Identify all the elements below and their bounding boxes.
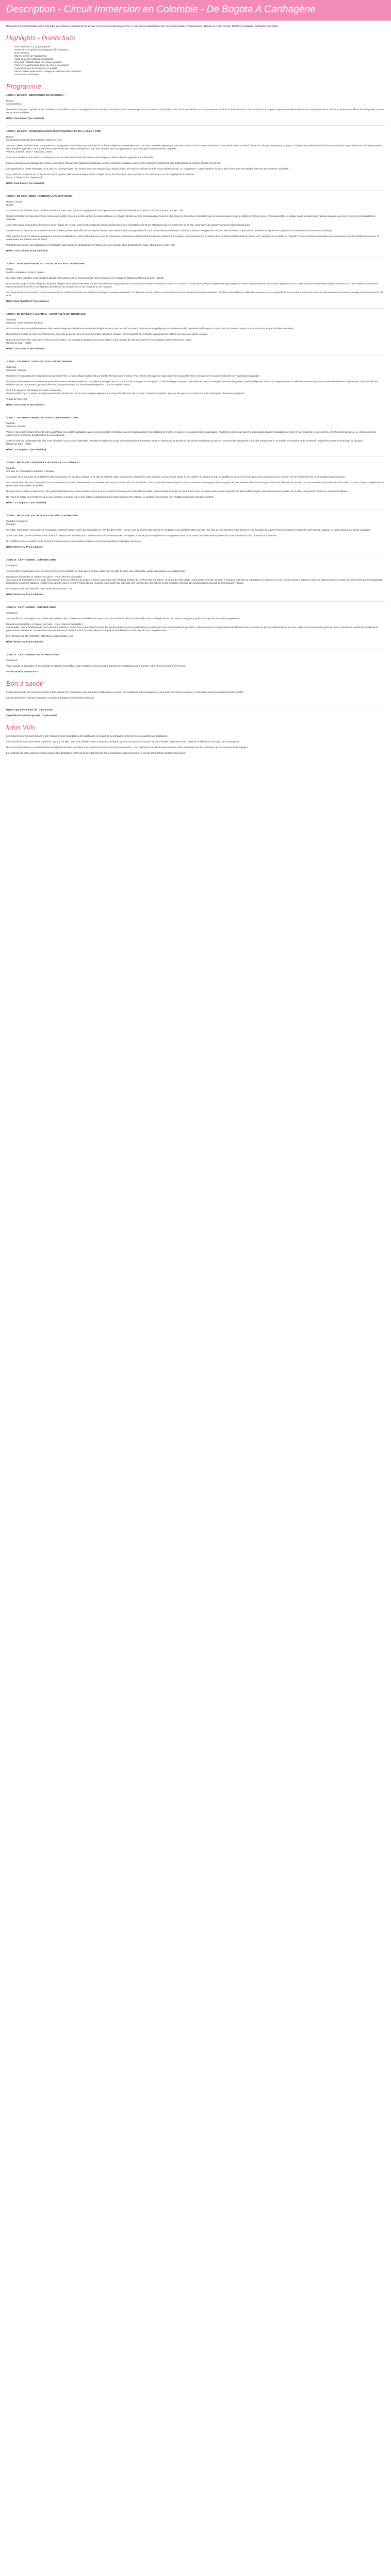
day-paragraph: Excursion en transport privé (jeep willys) jusqu'à San Felix, un petit village traditionnel qui semble être figé dans le temps. Vous allez y découvrir de l'agriculture et y la quantité est un élevage bovin local en séduiront vos magnifiques paysages. <box>6 375 260 377</box>
day-title: JOUR 2 : BOGOTA : VISITE DU MARCHÉ DE PALOQUEMAO ET DE LA VILLE À PIED <box>6 130 101 132</box>
programme-day <box>6 514 385 549</box>
day-title: JOUR 7 : SALAMINA - MEDELLIN VISITE D'UNE FERME À CAFÉ <box>6 416 78 419</box>
programme-day <box>6 606 385 643</box>
day-paragraph: Vous vous rendez ensuite dans un restaurant local pour découvrir toutes les saveurs de la région au détour de plats typiques et traditionnels. <box>6 156 154 159</box>
divider <box>6 125 385 126</box>
day-paragraph: Nous visitons ce jour, le joli village d'Ambalema, village avec maisons blanches sur les rives du fleuve Magdalena. Nous découvrons ensuite les ruines d'Armero où a eu lieu une des plus grandes tragédies du pays lorsque le volcan Nevado del Ruiz est entré en éruption et une coulée de boue a enseveli le village. Aujourd'hui on peut observer comment la nature reprend ses droits et la végétation pousse sur les vestiges de ce qui restait de la cité disparue. <box>6 282 379 288</box>
day-paragraph: De retour de toutes ces émotions, nous vous invitons, le dernier jour a vous mettre à disposition pour l'après-midi de San Antonio. Le quartier vous réserve une véritable patrimoine musical et culturel. <box>6 496 215 498</box>
programme-heading: Programme <box>6 82 41 90</box>
day-places: Bogota. La Candelaria. <box>6 99 22 105</box>
intro-text: Découvrez les incontournables de la Colombie avec d'autres compagnons de voyage ! Un circuit en petit groupe riche en expériences authentiques loin des sentiers battus. Au programme : Bogota, la région du café, Medellín et Guatapé, Carthagène des Indes. <box>6 25 279 27</box>
highlight-item: • Pêche traditionnelle dans un village de pêcheurs afro-caribéens <box>14 70 385 73</box>
day-paragraph: Prix (personne (à titre indicatif) : 85€ Durée approximative : 4h <box>6 587 72 590</box>
day-paragraph: Pour finir, déjeunez au Mirador et visitez à Salamina. Dans la vallée, il y a un projet de regroupement des palmiers de cire, il trouve un plan régénérateur. Voyez les éléments de ce projet "Adoptez un palmier" pour un des gens de ces plus sommet volcaniques récemment appréciez. <box>6 389 246 395</box>
programme-day <box>6 558 385 596</box>
day-places: Cartagena. <box>6 659 18 662</box>
infos-vols-paragraph: Nous vous proposons en complément de nos départs de Paris, des options au départ de Province (en train ou en avion). Les horaires et le mode d'acheminement seront confirmés lors de la réception de vos documents de voyages. <box>6 746 249 749</box>
day-hotel: Hôtel: Casa Deco 3* (ou similaire) <box>6 117 44 120</box>
day-places: Bogota, Honda. Honda. <box>6 200 23 206</box>
day-places: Bogota. La Candelaria, Marché Des Quinoas, Museo Del Oro. <box>6 135 63 141</box>
title-bar <box>0 0 391 21</box>
infos-vols-heading: Infos Vols <box>6 723 36 731</box>
divider <box>6 601 385 602</box>
day-places: Medellín. Comuna 13, Plaza Botero Medellín, Antioquia. <box>6 467 55 472</box>
day-title: JOUR 4 : DE HONDA À MURILLO : VISITE DU VILLAGE D'AMBALEMA <box>6 262 85 265</box>
day-places: Medellin. Salamina, Medellin. <box>6 422 27 428</box>
day-places: Murillo. Murillo, Ambalema, Armero Tragedy. <box>6 268 44 274</box>
day-title: JOUR 1 : BOGOTA : BIENVENIDOS EN COLOMBIA ! <box>6 94 64 96</box>
programme-days <box>6 94 385 673</box>
day-hotel: Hôtel: La Campana 3* (ou similaire) <box>6 448 46 451</box>
day-paragraph: Après l'excursion, notre chauffeur vous conduit à l'aéroport de Medellín pour prendre votre vol à destination de Carthagène. C'est là que votre guide accompagnateur vous dit au revoir pour vous laisser profiter en toute liberté de la cité Caraïbe et son bonheur. <box>6 534 278 537</box>
day-paragraph: Excursions disponibles (à réserver sur place – vous réservez disponible) : À Bocagrille : Pêche Traditionnelle avec guide francophone. Partez pour une expérience hors des sentiers battus pour les pescadores, à la rencontre de communautés de pêcheurs. Cette expérience vous permettra de découvrir les techniques de pêche traditionnelle et de vous mettre à la rencontre des gens de la mer. Découvrez ensuite les secrets de la gastronomie caribéenne : les habitants vous apprennent à cuisiner le fruit de votre pêche accompagné d'un délicieux riz à la noix de coco. Régalez-vous ! <box>6 623 378 632</box>
day-places: Salamina. Salamina, Hotel Termales Del Ruiz. <box>6 318 44 324</box>
day-paragraph: Vous visitez le musée de l'or où se trouve la plus grande collection d'Amérique Latine d'objets en or précolombiens, avec plus de 30 000 pièces en or et de magnifiques émeraudes. Retour à l'hôtel en fin d'après-midi. <box>6 173 196 179</box>
day-paragraph: Visite en Jeep Willys d'une ferme de café à La Palma. Une petite exploitation avec des gens simples et humbles qui ont voulu maintenir les traditions de mettre en place et les coutumes de la campagne. Pendant la visite, vous aurez la promenade dans les plantations de café et vous goûterez le café comme à l'air frais très lumineux. Le visite comprend également le processus de fabrication du café artisanal. <box>6 431 376 436</box>
divider <box>6 456 385 457</box>
highlights-list <box>6 45 385 76</box>
day-hotel: *** FIN DE NOS SERVICES *** <box>6 670 39 673</box>
bon-a-savoir-paragraph: Le déroulement de vos circuits est donné à titre indicatif. Ce programme peut subir des modifications en raison des conditions météorologiques ou tout autre cas de force majeure. L'ordre des visites peut également être modifié. <box>6 691 245 693</box>
day-places: Cartagena. <box>6 564 18 567</box>
day-paragraph: La visite est l'occasion de se promener dans les ruelles pavées de la ville, de voir le pont Navarro qui traverse le fleuve Magdalena, le tracé de l'ancienne voie ferrée, certaines maisons prestigieuses comme celle de Alfonso Lopez ancien président et également la place où fut créé l'ancien mouvement historique. <box>6 229 333 232</box>
day-paragraph: Avec notre guide, vous partez découvrir la riche histoire de Honda, ancien port de Bogota. Nous comprenons mieux l'importance du fleuve Magdalena pour le commerce de la ville, sans parler du quartier colonial le plus beau du pays. <box>6 224 251 226</box>
day-places: Salamina. Salamina, Samaria. <box>6 366 27 371</box>
content <box>0 21 391 761</box>
day-paragraph: La Candelaria, le centre historique de la ville, est un endroit plein de charme avec ses maisons aux couleurs vives, ses balcons en bois sculpté et ses palettes fleuris. Au programme : la place Bolivar, la place del Chorro avec ses artistes ainsi que ses maisons coloniales. <box>6 167 289 170</box>
day-hotel: Hôtel: Casa Colonial 3* (ou similaire) <box>6 249 48 252</box>
divider <box>6 308 385 309</box>
capacity-detail: Capacité maximum du groupe : 12 personnes <box>6 714 58 717</box>
day-paragraph: Journée libre à Carthagène pour découvrir la Perle des Caraïbes en toute liberté ou bien opter pour la visite de cette ville authentique, guide francophone (en supplément). <box>6 570 186 572</box>
day-paragraph: Après la visite de la plantation de café notre chauffeur vous conduit à Medellín. Pendant le trajet votre guide accompagnateur francophone nous en dit plus sur la deuxième cité la plus importante du pays et comment elle est passée d'une ville dangereuse à un modèle d'innovation et de modernité, aujourd'hui centre économique de la région. (Temps de trajet : 4h30) <box>6 439 364 445</box>
day-title: JOUR 9 : MEDELLIN : EXCURSION À GUATAPÉ - CARTHAGÈNE <box>6 514 78 517</box>
programme-day <box>6 130 385 185</box>
day-paragraph: Un chauffeur nous accueillit à notre arrivée à l'aéroport pour vous conduire à l'hôtel, au sein la magnifique Carthagène des Indes. <box>6 540 142 543</box>
day-hotel: Hôtel: Casa Loma 3* (ou similaire) <box>6 347 45 350</box>
programme-day <box>6 416 385 451</box>
day-paragraph: Prix (personne (à titre indicatif) : 145€ Durée approximative : 6h <box>6 635 73 637</box>
day-paragraph: Pendant l'expérience, nous dégustons un "bocadillo" plat typique du département de Tolima avec une boisson et un dessert de la région. (Temps de la visite : 3h) <box>6 244 175 246</box>
day-title: JOUR 8 : MEDELLIN : VISITE DE LA VILLE ET DE LA COMUNA 13 <box>6 461 80 464</box>
day-paragraph: Journée libre à Carthagène pour profiter des lumières des Caraïbes en toute liberté ou opter pour une activité de pêche traditionnelle dans un village afro et découvrir sa mangrove, guide francophone inclus (en supplément). <box>6 617 240 620</box>
programme-day <box>6 360 385 406</box>
highlight-item: • Immersion dans la Comuna 13 à Medellin <box>14 67 385 70</box>
day-hotel: Hôtel: Chez l'habitant 2* (ou similaire) <box>6 300 49 302</box>
divider <box>6 190 385 191</box>
day-paragraph: Vous prenprendrez ensuite les routes sinueuses de la cordillère centrale pour rejoindre le village pittoresque de Murillo. On découvre le ses maisons construites avec la technique de planches verticales colorées et les habitants coiffés de chapeaux et accompagnés de leurs mules. Le tout avec une vue imprenable sur le sommet enneigé du volcan Nevado del Ruiz. <box>6 291 383 297</box>
day-hotel: Hôtel: Monterrey 3* (ou similaire) <box>6 593 43 596</box>
highlight-item: • Marché coloré de Paloquemao <box>14 55 385 58</box>
day-paragraph: Temps de trajet : 6h <box>6 398 27 400</box>
day-paragraph: Nous faisons ensuite un arrêt aux Thermes del Ruiz afin de profiter de ses eaux thermales naturelles chaudes, et ses sentiers de montagne regorgeant de colibris aux nouveaux douze volcans. <box>6 333 208 335</box>
day-paragraph: Le quartier de la Comuna 13 de Medellín était auparavant l'un des plus violents de la ville de Medellín. Mais leurs peines, fatigués de cette situation, ont décidé de réagir, ils ont réalisé l'art comme le rap, les graffitis ou encore le break dance pour transformer leur quartier. On se mouvement est né la fondation Casa Kolacho. <box>6 476 346 478</box>
day-paragraph: L'après-midi découvrez Bogota à la manière des "rolos" (surnom des habitants de Bogota). Le tour à pied de la capitale vous emmène dans les endroits les plus authentiques et chargés d'histoire de la ville. <box>6 162 221 164</box>
day-paragraph: Ce matin notre chauffeur vous conduit à Murillo. Vous passerons un chemin par les ruines d'Armero et le village d'Ambalema. (Temps de trajet : 3h/4h) <box>6 277 164 279</box>
departure-detail: Départs garantis à partir de : 2 personnes <box>6 708 53 711</box>
highlight-item: • Visite d'une authentique finca de café et dégustation <box>14 64 385 67</box>
day-places: Cartagena. <box>6 612 18 614</box>
day-hotel: Hôtel: Casa Deco 3* (ou similaire) <box>6 182 44 184</box>
day-paragraph: Honda fut fondée au milieu du XVIème siècle pour faciliter l'accès à la côte caribéenne depuis Bogota. Le village est situé au bord du Magdalena, fleuve le plus grand de Colombie et important voie de communication jusqu'au début de XXème siècle. C'est aujourd'hui un village classé au patrimoine national du pays, avec son histoire et son architecture coloniale. <box>6 215 376 221</box>
day-title: JOUR 3 : BOGOTA HONDA : VISITE DE LA VILLE D'HONDA <box>6 195 73 197</box>
bon-a-savoir-heading: Bon à savoir <box>6 680 44 687</box>
day-hotel: Hôtel: La Campana 3* (ou similaire) <box>6 501 46 504</box>
programme-day <box>6 653 385 673</box>
day-paragraph: Le matin, départ de l'hôtel avec votre guide accompagnateur francophone pour le marché de fruits et légumes de Paloquemao. C'est une Colombie typique que vous découvrez et vous prenezment dans ce marché de vente au détail qui est l'un des plus importants du pays. Le départ des professionnels de la restauration y s'approvisionnent et il est provenant de la variation agrilcoles. Vous y trouverez toutes sortes de fruits et de légumes, dont plus certains que vous grignoterez, que vous pourrez bien entendu déguster ! Visite du marché : 1h20 ~ Transport : 40min <box>6 144 382 153</box>
day-title: JOUR 6 : SALAMINA : VISITE DE LA VALLÉE DE SAMARIA <box>6 360 72 363</box>
day-paragraph: Café expérience vit l'occasion de naviguer sur le fleuve Magdalena. Nous embarquons au port de Caracoli et débarquons à l'embouchure du fleuve Guarinó. Sur la plage, nous participons à un atelier de techniques traditionnelles de lancer de l' "atarraya" et la pêche au "cóngolo". C'est l'occasion de partager des expériences avec les pêcheurs locaux et de comprendre leur relation avec le fleuve. <box>6 235 380 241</box>
day-title: JOUR 12 : CARTHAGÈNE VOL INTERNATIONAL <box>6 653 60 656</box>
programme-day <box>6 262 385 303</box>
day-title: JOUR 11 : CARTHAGÈNE : JOURNÉE LIBRE <box>6 606 56 608</box>
highlight-item: • Demi-pension <box>14 52 385 55</box>
highlight-item: • Visite du centre historique de Bogota <box>14 58 385 61</box>
infos-vols-paragraph: La continuité de votre acheminement (jusqu'à votre destination finale est assuré directement par la compagnie aérienne même en cas de perturbations d'ordre sous retour. <box>6 752 186 754</box>
day-paragraph: Deux décennies plus tard, ce petit de rencontre d'artistes a donné une alternative aux enfants pour ne pas tomber dans la criminalité. C'est comme alternative. Aujourd'hui nous sommes accompagnés de notre guide et d'un membre de la fondation pour découvrir l'histoire du quartier, reconnu comme un des plus sûrs de la ville. La visite comprend également la promenade en escaliers de graffitis. <box>6 481 384 487</box>
highlight-item: • Petit comité de 2 à 12 participants <box>14 45 385 48</box>
programme-day <box>6 195 385 252</box>
day-paragraph: Excursions disponibles (à réserver sur place – vous réservez disponible) : Tour à pied de Carthagène avec guide francophone Suivez les traces du pirate et laissez-vous porter par l'héritage métissé de la "Perle des Caraïbes". Au cours de cette balade, votre guide vous fait remonter à l'époque coloniale de Carthagène, le long de ses rues, de ses maisons colorées et de ses places animées. Fondée au XVIe siècle par les Espagnols, Carthagène a subi les attaques répétées des pirates, dont le célèbre Francis Drake ! Laissez-vous porter par la beauté des monuments, des églises et des murailles, témoins des temps passés mais qui défient toujours l'histoire. <box>6 575 383 584</box>
day-paragraph: Nous prenons ensuite le métro avec notre guide francophone qui vous emmènera faire un tour du centre historique de la ville afin de visiter la place Botero ainsi que la place Berrío avec quelques-unes de ses sculptures les plus emblématiques. Nous terminerons la visite par la place de la Sainte Trinité au niveau de la bâtisse. <box>6 490 348 493</box>
day-title: JOUR 5 : DE MURILLO À SALAMINA : ARRÊT AUX SAUX THERMALES <box>6 313 86 315</box>
page-title: Description - Circuit Immersion en Colombie - De Bogota A Carthagène <box>6 4 316 15</box>
highlight-item: • Présence d'un guide-accompagnateur francophone <box>14 48 385 52</box>
programme-day <box>6 313 385 350</box>
infos-vols-paragraph: Les horaires de vols vous seront confirmés : pour le vol aller, lors de la réception de la convocation aéroport, pour le vol retour, en fonction de votre arrivée. Ils peuvent faire l'objet de modifications de la part des compagnies. <box>6 740 240 743</box>
bon-a-savoir-paragraph: La liste des hôtels n'est pas exhaustive, des hôtels similaires peuvent être proposés. <box>6 697 95 699</box>
day-paragraph: Nous poursuivons notre route vers notre prochaine étape. Les paysages changent pour laisser place à des champs de café qui couvrent les montagnes saltonnelles de la région. (Temps de trajet : 4h30) <box>6 338 192 344</box>
day-paragraph: Votre voyage en Colombie en petit groupe se termine aujourd'hui. Notre chauffeur vous conduit à l'aéroport de Carthagène pour prendre votre vol en direction de la France. <box>6 665 186 667</box>
programme-day <box>6 94 385 120</box>
highlight-item: • Un seul vol domestique <box>14 73 385 76</box>
day-paragraph: Nous continuons notre périple route en direction du village de Salamina en seulement éloigné le volcan encore actif et pouvoir observer sa magnifique pousse d'Hermes d'Ecosystème endémiques comme celui du Páramo, unique dans le monde ainsi que de belles cascades. <box>6 327 294 330</box>
day-title: JOUR 10 : CARTHAGÈNE : JOURNÉE LIBRE <box>6 558 56 561</box>
day-paragraph: Bienvenue à Bogota, capitale de la Colombie ! Un chauffeur et un accompagnateur francophone vous attendront à l'aéroport pour vous conduire à votre hôtel. Selon de la journée libre pour vous reposer après le vol international ou découvrir par vos propres moyens cette ville andine et vous imprégner de sa culture au simplement flâner dans le quartier colonial où se situe votre hôtel. <box>6 108 384 114</box>
day-hotel: Hôtel: Casa Loma 3* (ou similaire) <box>6 403 45 406</box>
day-paragraph: Ce matin, notre guide vous emmène à Guatapé, charmant village coloré que surplombe la « Piedra del Peñol », Lavez-vous de la plus belle vue de la montagne et du grand de 220m de haut ! Du haut de ses marches, nous découvrez un paysage de lagunes hors du commun se laquelle vous pouvez naviguer ou vous essayer aux sports nautiques. <box>6 529 371 531</box>
highlights-heading: Highlights - Points forts <box>6 34 75 42</box>
programme-day <box>6 461 385 504</box>
divider <box>6 355 385 356</box>
day-paragraph: Des personnes simples et travailleuses vous feront sentir une atmosphère de tranquillité et de repos qui, en outre, va de montagne à montagnes. La vie du village comprend une solidarité : jeep à l'usage et hectares (bergeries). Après le déjeuner, nous vous dirigeons vers la vallée de Samaria pour une promenade d'environ deux heures, dans la forêt des Palmiers de cire de Samaria, qui nous offre une vue panoramique sur l'exubérante végétation d'une incroyable beauté. <box>6 380 378 386</box>
day-hotel: Hôtel: Monterrey 3* (ou similaire) <box>6 546 43 548</box>
day-places: Medellín, Cartagena. Guatapé. <box>6 520 28 526</box>
day-hotel: Hôtel: Monterrey 3* (ou similaire) <box>6 640 43 643</box>
day-paragraph: Ce matin notre chauffeur vous conduit à Honda. En route notre guide accompagnateur francophone vous racontera l'histoire et la vie de Colombie. (Temps de trajet : 4h). <box>6 209 184 212</box>
infos-vols-paragraph: Les horaires des vols sont donnés à titre indicatif et sont susceptibles de modification de la part de la compagnie aérienne ou des autorités aéroportuaires. <box>6 735 168 737</box>
highlight-item: • Nuit chez l'habitant dans une cfinca colombie <box>14 61 385 64</box>
